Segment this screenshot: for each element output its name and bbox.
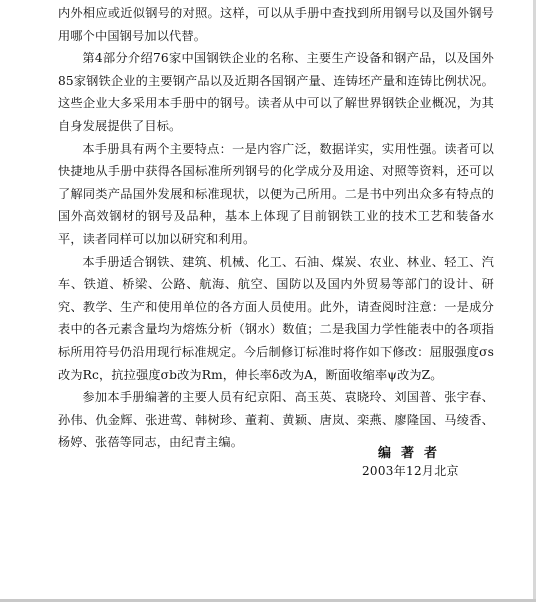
signature-date: 2003年12月北京 xyxy=(362,464,459,478)
preface-body xyxy=(58,2,494,454)
paragraph-4: 本手册适合钢铁、建筑、机械、化工、石油、煤炭、农业、林业、轻工、汽车、铁道、桥梁、公路、航海、航空、国防以及国内外贸易等部门的设计、研究、教学、生产和使用单位的各方面人员使用。此外，请查阅时注意：一是成分表中的各元素含量均为熔炼分析（钢水）数值；二是我国力学性能表中的各项指标所用符号仍沿用现行标准规定。今后制修订标准时将作如下修改：屈服强度σs改为Rc，抗拉强度σb改为Rm，伸长率δ改为A，断面收缩率ψ改为Z。 xyxy=(58,254,494,382)
paragraph-5: 参加本手册编著的主要人员有纪京阳、高玉英、袁晓玲、刘国普、张宇春、孙伟、仇金辉、张进莺、韩树珍、董莉、黄颖、唐岚、栾燕、廖隆国、马绫香、杨婷、张蓓等同志，由纪青主编。 xyxy=(58,390,494,450)
paragraph-3: 本手册具有两个主要特点：一是内容广泛，数据详实，实用性强。读者可以快捷地从手册中获得各国标准所列钢号的化学成分及用途、对照等资料，还可以了解同类产品国外发展和标准现状，以便为己所用。二是书中列出众多有特点的国外高效钢材的钢号及品种，基本上体现了目前钢铁工业的技术工艺和装备水平，读者同样可以加以研究和利用。 xyxy=(58,141,494,246)
paragraph-2: 第4部分介绍76家中国钢铁企业的名称、主要生产设备和钢产品，以及国外85家钢铁企业的主要钢产品以及近期各国钢产量、连铸坯产量和连铸比例状况。这些企业大多采用本手册中的钢号。读者从中可以了解世界钢铁企业概况，为其自身发展提供了目标。 xyxy=(58,51,494,133)
paragraph-1: 内外相应或近似钢号的对照。这样，可以从手册中查找到所用钢号以及国外钢号用哪个中国钢号加以代替。 xyxy=(58,6,494,43)
signature-author: 编著者 xyxy=(378,446,448,461)
